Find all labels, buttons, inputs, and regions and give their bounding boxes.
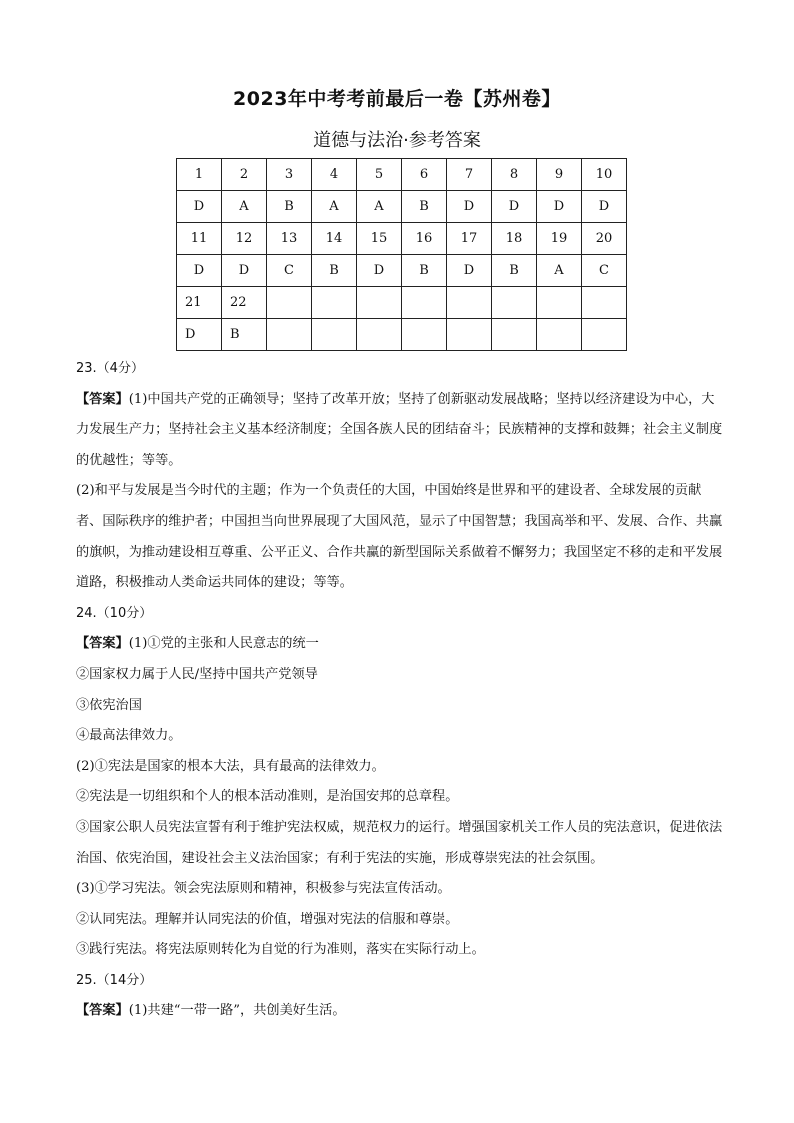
answer-table-row (177, 159, 627, 191)
answer-table-row (177, 287, 627, 319)
question-24-line: ③践行宪法。将宪法原则转化为自觉的行为准则，落实在实际行动上。 (76, 942, 485, 958)
answer-table-cell: 11 (177, 223, 222, 255)
answer-table-cell: C (267, 255, 312, 287)
answer-table-cell: A (357, 191, 402, 223)
answer-table-cell (447, 319, 492, 351)
answer-table-cell: 15 (357, 223, 402, 255)
answer-table-cell: 13 (267, 223, 312, 255)
answer-table-cell (537, 319, 582, 351)
answer-table-cell: C (582, 255, 627, 287)
answer-table (176, 158, 627, 351)
question-24-line-text: (1)①党的主张和人民意志的统一 (128, 636, 319, 652)
answer-table-cell: 6 (402, 159, 447, 191)
question-25-line (76, 996, 724, 1027)
answer-table-cell: 3 (267, 159, 312, 191)
answer-table-cell (402, 319, 447, 351)
question-24-line: ③国家公职人员宪法宣誓有利于维护宪法权威，规范权力的运行。增强国家机关工作人员的宪法意识，促进依法治国、依宪治国，建设社会主义法治国家；有利于宪法的实施，形成尊崇宪法的社会氛围。 (76, 819, 723, 866)
answer-content (76, 354, 724, 1027)
answer-table-cell: 5 (357, 159, 402, 191)
answer-table-cell (312, 319, 357, 351)
answer-table-cell: D (447, 191, 492, 223)
answer-table-cell: D (447, 255, 492, 287)
answer-table-row (177, 191, 627, 223)
answer-table-cell (492, 287, 537, 319)
answer-table-cell (537, 287, 582, 319)
answer-table-cell: B (402, 255, 447, 287)
answer-table-cell: D (177, 319, 222, 351)
question-24-line: (2)①宪法是国家的根本大法，具有最高的法律效力。 (76, 758, 385, 774)
answer-table-cell: D (222, 255, 267, 287)
answer-table-cell (492, 319, 537, 351)
answer-table-cell: 18 (492, 223, 537, 255)
answer-table-row (177, 223, 627, 255)
answer-table-cell: D (492, 191, 537, 223)
answer-table-cell: 8 (492, 159, 537, 191)
answer-table-cell: D (177, 191, 222, 223)
question-24-line: ④最高法律效力。 (76, 728, 182, 744)
question-24-line: ②认同宪法。理解并认同宪法的价值，增强对宪法的信服和尊崇。 (76, 911, 459, 927)
answer-label: 【答案】 (76, 391, 129, 407)
answer-label: 【答案】 (76, 1003, 129, 1019)
answer-table-cell (267, 287, 312, 319)
answer-table-cell: B (312, 255, 357, 287)
question-23-part-1 (76, 385, 724, 477)
answer-table-cell (582, 287, 627, 319)
document-subtitle: 道德与法治·参考答案 (313, 130, 481, 151)
answer-table-cell: 19 (537, 223, 582, 255)
answer-table-cell (312, 287, 357, 319)
answer-table-cell: 22 (222, 287, 267, 319)
answer-table-cell: 17 (447, 223, 492, 255)
answer-table-cell: B (402, 191, 447, 223)
answer-table-cell: D (177, 255, 222, 287)
answer-table-cell: 1 (177, 159, 222, 191)
answer-table-cell: B (267, 191, 312, 223)
question-25-heading: 25.（14分） (76, 972, 153, 988)
question-24-line: (3)①学习宪法。领会宪法原则和精神，积极参与宪法宣传活动。 (76, 881, 451, 897)
question-25-line-text: (1)共建“一带一路”，共创美好生活。 (128, 1003, 346, 1019)
answer-table-cell: 12 (222, 223, 267, 255)
answer-table-cell: 14 (312, 223, 357, 255)
question-23-heading: 23.（4分） (76, 361, 144, 376)
answer-table-cell: 7 (447, 159, 492, 191)
answer-table-cell (357, 287, 402, 319)
question-23-part-2: (2)和平与发展是当今时代的主题；作为一个负责任的大国，中国始终是世界和平的建设者、全球发展的贡献者、国际秩序的维护者；中国担当向世界展现了大国风范，显示了中国智慧；我国高举和平、发展、合作、共赢的旗帜，为推动建设相互尊重、公平正义、合作共赢的新型国际关系做着不懈努力；我国坚定不移的走和平发展道路，积极推动人类命运共同体的建设；等等。 (76, 483, 723, 591)
answer-table-cell (447, 287, 492, 319)
answer-table-cell: 2 (222, 159, 267, 191)
question-24-line: ③依宪治国 (76, 697, 142, 713)
answer-table-cell: 4 (312, 159, 357, 191)
answer-label: 【答案】 (76, 636, 129, 652)
answer-table-cell: B (492, 255, 537, 287)
answer-table-cell: B (222, 319, 267, 351)
answer-table-cell: 9 (537, 159, 582, 191)
question-24-line: ②国家权力属于人民/坚持中国共产党领导 (76, 666, 318, 682)
answer-table-cell: 20 (582, 223, 627, 255)
answer-table-cell (267, 319, 312, 351)
answer-table-row (177, 319, 627, 351)
answer-table-cell: 16 (402, 223, 447, 255)
answer-table-cell (582, 319, 627, 351)
document-title: 2023年中考考前最后一卷【苏州卷】 (233, 88, 561, 110)
answer-table-cell: D (537, 191, 582, 223)
answer-table-cell: A (222, 191, 267, 223)
answer-table-cell: A (312, 191, 357, 223)
question-23-part-1-text: (1)中国共产党的正确领导；坚持了改革开放；坚持了创新驱动发展战略；坚持以经济建设为中心，大力发展生产力；坚持社会主义基本经济制度；全国各族人民的团结奋斗；民族精神的支撑和鼓舞；社会主义制度的优越性；等等。 (76, 391, 723, 468)
answer-table-cell: 21 (177, 287, 222, 319)
answer-table-cell: D (582, 191, 627, 223)
answer-table-cell (402, 287, 447, 319)
answer-table-cell: A (537, 255, 582, 287)
question-24-line: ②宪法是一切组织和个人的根本活动准则，是治国安邦的总章程。 (76, 789, 459, 805)
answer-table-cell: 10 (582, 159, 627, 191)
question-24-line (76, 629, 724, 660)
question-24-heading: 24.（10分） (76, 605, 153, 621)
answer-table-cell (357, 319, 402, 351)
answer-table-cell: D (357, 255, 402, 287)
answer-table-row (177, 255, 627, 287)
